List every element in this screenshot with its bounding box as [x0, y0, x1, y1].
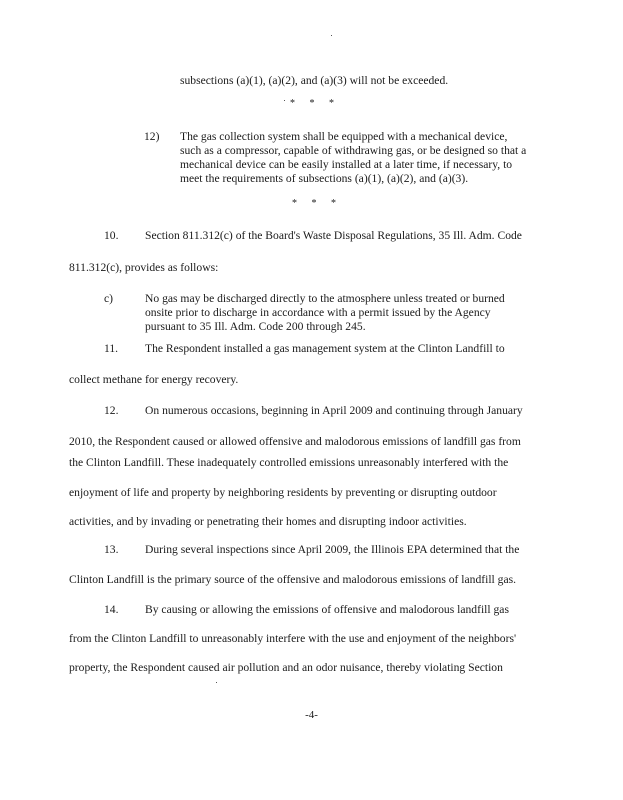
- quote-line: such as a compressor, capable of withdrawing gas, or be designed so that a: [180, 144, 527, 157]
- paragraph-12-text: enjoyment of life and property by neighboring residents by preventing or disrupting outdoor: [69, 486, 497, 499]
- quote-line: meet the requirements of subsections (a)(1), (a)(2), and (a)(3).: [180, 172, 469, 185]
- paragraph-12-text: 2010, the Respondent caused or allowed offensive and malodorous emissions of landfill gas from: [69, 435, 521, 448]
- quote-line: mechanical device can be easily installed at a later time, if necessary, to: [180, 158, 513, 171]
- quoted-regulation-c: [145, 292, 505, 334]
- paragraph-number: 11.: [104, 342, 119, 355]
- page-number: -4-: [305, 709, 318, 721]
- quote-line: pursuant to 35 Ill. Adm. Code 200 through 245.: [145, 320, 366, 333]
- paragraph-11-text: The Respondent installed a gas management system at the Clinton Landfill to: [145, 342, 505, 355]
- paragraph-number: 14.: [104, 603, 119, 616]
- paragraph-10-text: Section 811.312(c) of the Board's Waste Disposal Regulations, 35 Ill. Adm. Code: [145, 229, 522, 242]
- paragraph-13-text: During several inspections since April 2009, the Illinois EPA determined that the: [145, 543, 520, 556]
- paragraph-number: 12.: [104, 404, 119, 417]
- quote-line: The gas collection system shall be equipped with a mechanical device,: [180, 130, 508, 143]
- quote-line: onsite prior to discharge in accordance with a permit issued by the Agency: [145, 306, 491, 319]
- scan-speck: [216, 682, 217, 683]
- scan-speck: [331, 35, 332, 36]
- paragraph-10-text: 811.312(c), provides as follows:: [69, 261, 219, 274]
- quoted-regulation-12: [180, 130, 526, 186]
- paragraph-13-text: Clinton Landfill is the primary source of the offensive and malodorous emissions of landfill gas.: [69, 573, 517, 586]
- quote-line: No gas may be discharged directly to the atmosphere unless treated or burned: [145, 292, 505, 305]
- paragraph-11-text: collect methane for energy recovery.: [69, 373, 239, 386]
- ellipsis-separator: * * *: [292, 198, 342, 209]
- ellipsis-separator: * * *: [290, 98, 340, 109]
- paragraph-14-text: By causing or allowing the emissions of offensive and malodorous landfill gas: [145, 603, 509, 616]
- paragraph-12-text: On numerous occasions, beginning in April 2009 and continuing through January: [145, 404, 523, 417]
- scan-speck: [284, 100, 285, 101]
- paragraph-14-text: property, the Respondent caused air pollution and an odor nuisance, thereby violating Section: [69, 661, 503, 674]
- subsection-label: c): [104, 292, 114, 305]
- paragraph-14-text: from the Clinton Landfill to unreasonably interfere with the use and enjoyment of the neighbors': [69, 632, 517, 645]
- quoted-text-fragment: subsections (a)(1), (a)(2), and (a)(3) will not be exceeded.: [180, 74, 449, 87]
- paragraph-number: 13.: [104, 543, 119, 556]
- paragraph-number: 10.: [104, 229, 119, 242]
- subsection-label: 12): [144, 130, 160, 143]
- paragraph-12-text: the Clinton Landfill. These inadequately controlled emissions unreasonably interfered with the: [69, 456, 509, 469]
- paragraph-12-text: activities, and by invading or penetrating their homes and disrupting indoor activities.: [69, 515, 467, 528]
